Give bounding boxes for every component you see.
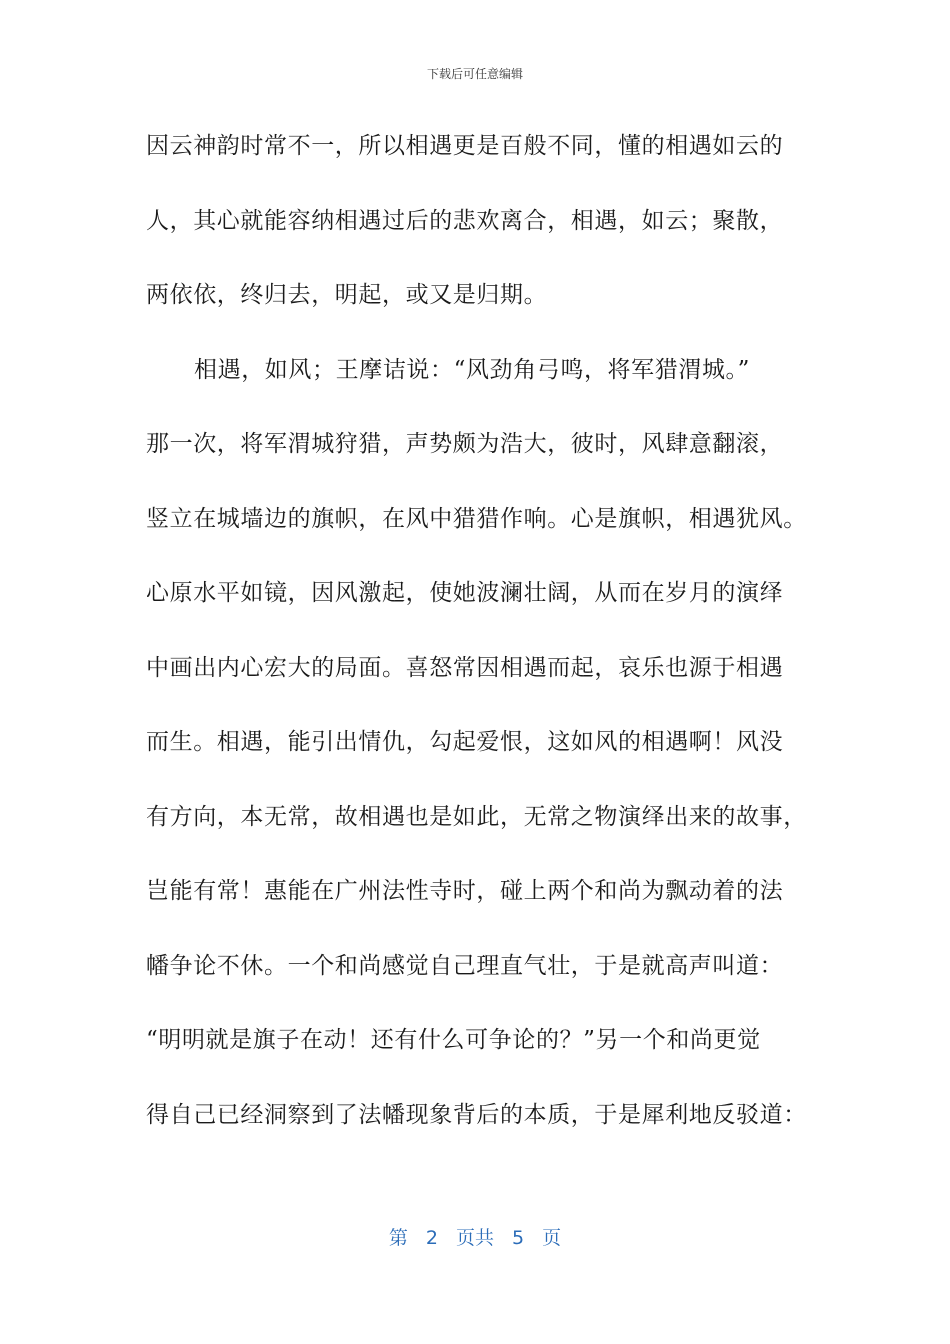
footer-suffix: 页 bbox=[542, 1227, 562, 1249]
text-line: 中画出内心宏大的局面。喜怒常因相遇而起，哀乐也源于相遇 bbox=[146, 654, 784, 681]
text-line: “明明就是旗子在动！还有什么可争论的？”另一个和尚更觉 bbox=[146, 1027, 761, 1053]
text-line: 竖立在城墙边的旗帜，在风中猎猎作响。心是旗帜，相遇犹风。 bbox=[146, 505, 807, 532]
text-line: 人，其心就能容纳相遇过后的悲欢离合，相遇，如云；聚散， bbox=[146, 207, 784, 234]
text-line: 两依依，终归去，明起，或又是归期。 bbox=[146, 282, 548, 308]
text-line: 岂能有常！惠能在广州法性寺时，碰上两个和尚为飘动着的法 bbox=[146, 878, 784, 904]
text-line: 因云神韵时常不一，所以相遇更是百般不同，懂的相遇如云的 bbox=[146, 133, 784, 159]
text-line: 有方向，本无常，故相遇也是如此，无常之物演绎出来的故事， bbox=[146, 803, 807, 830]
page-footer bbox=[0, 1226, 950, 1250]
document-body bbox=[146, 116, 810, 1159]
text-line: 得自己已经洞察到了法幡现象背后的本质，于是犀利地反驳道： bbox=[146, 1101, 807, 1128]
text-line: 那一次，将军渭城狩猎，声势颇为浩大，彼时，风肆意翻滚， bbox=[146, 431, 784, 457]
footer-middle: 页共 bbox=[455, 1227, 494, 1249]
text-line: 而生。相遇，能引出情仇，勾起爱恨，这如风的相遇啊！风没 bbox=[146, 729, 784, 755]
page-header: 下载后可任意编辑 bbox=[426, 67, 523, 81]
paragraph-start-line: 相遇，如风；王摩诘说：“风劲角弓鸣，将军猎渭城。” bbox=[194, 356, 751, 383]
footer-prefix: 第 bbox=[388, 1227, 408, 1249]
footer-current-page: 2 bbox=[425, 1227, 438, 1249]
footer-total-pages: 5 bbox=[512, 1227, 525, 1249]
text-line: 心原水平如镜，因风激起，使她波澜壮阔，从而在岁月的演绎 bbox=[146, 580, 784, 606]
text-line: 幡争论不休。一个和尚感觉自己理直气壮，于是就高声叫道： bbox=[146, 952, 784, 979]
